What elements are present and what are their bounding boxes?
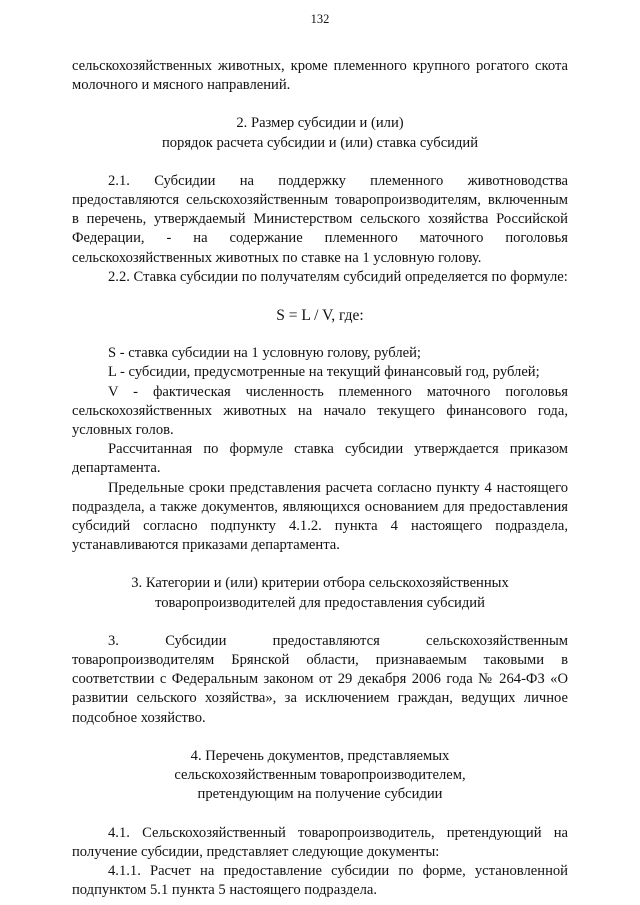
page-number: 132 [310, 12, 330, 26]
paragraph: сельскохозяйственных животных, кроме племенного крупного рогатого скота молочного и мясного направлений. [72, 58, 568, 94]
paragraph: V - фактическая численность племенного маточного поголовья сельскохозяйственных животных на начало текущего финансового года, условных голов. [72, 383, 568, 439]
section-heading-line: порядок расчета субсидии и (или) ставка субсидий [161, 134, 479, 151]
spacer [72, 728, 568, 747]
spacer [72, 325, 568, 344]
paragraph: 4.1. Сельскохозяйственный товаропроизводитель, претендующий на получение субсидии, представляет следующие документы: [72, 824, 568, 860]
spacer [72, 95, 568, 114]
paragraph: 2.2. Ставка субсидии по получателям субсидий определяется по формуле: [108, 268, 568, 285]
paragraph: Предельные сроки представления расчета согласно пункту 4 настоящего подраздела, а также документов, являющихся основанием для предоставления субсидий согласно подпункту 4.1.2. пункта 4 настоящего подраздела, устанавливаются приказами департамента. [72, 479, 568, 554]
paragraph: 4.1.1. Расчет на предоставление субсидии по форме, установленной подпунктом 5.1 пункта 5 настоящего подраздела. [72, 862, 568, 899]
spacer [72, 153, 568, 172]
spacer [72, 287, 568, 306]
document-body [72, 57, 568, 900]
paragraph: 3. Субсидии предоставляются сельскохозяйственным товаропроизводителям Брянской области, признаваемым таковыми в соответствии с Федеральным законом от 29 декабря 2006 года № 264-ФЗ «О развитии сельского хозяйства», за исключением граждан, ведущих личное подсобное хозяйство. [72, 632, 568, 726]
spacer [72, 613, 568, 632]
section-heading-line: 4. Перечень документов, представляемых [190, 747, 450, 764]
paragraph: 2.1. Субсидии на поддержку племенного животноводства предоставляются сельскохозяйственным товаропроизводителям, включенным в перечень, утверждаемый Министерством сельского хозяйства Российской Федерации, - на содержание племенного маточного поголовья сельскохозяйственных животных по ставке на 1 условную голову. [72, 172, 568, 266]
section-heading-line: 3. Категории и (или) критерии отбора сельскохозяйственных [131, 575, 509, 592]
paragraph: L - субсидии, предусмотренные на текущий финансовый год, рублей; [108, 364, 540, 381]
spacer [72, 555, 568, 574]
section-heading [72, 574, 568, 612]
section-heading-line: сельскохозяйственным товаропроизводителем, [174, 767, 466, 784]
formula: S = L / V, где: [276, 307, 364, 325]
spacer [72, 805, 568, 824]
section-heading-line: 2. Размер субсидии и (или) [236, 115, 404, 132]
paragraph: S - ставка субсидии на 1 условную голову, рублей; [108, 345, 421, 362]
paragraph: Рассчитанная по формуле ставка субсидии утверждается приказом департамента. [72, 441, 568, 477]
section-heading [72, 747, 568, 805]
section-heading-line: товаропроизводителей для предоставления субсидий [155, 594, 485, 611]
section-heading-line: претендующим на получение субсидии [197, 786, 443, 803]
section-heading [72, 114, 568, 152]
